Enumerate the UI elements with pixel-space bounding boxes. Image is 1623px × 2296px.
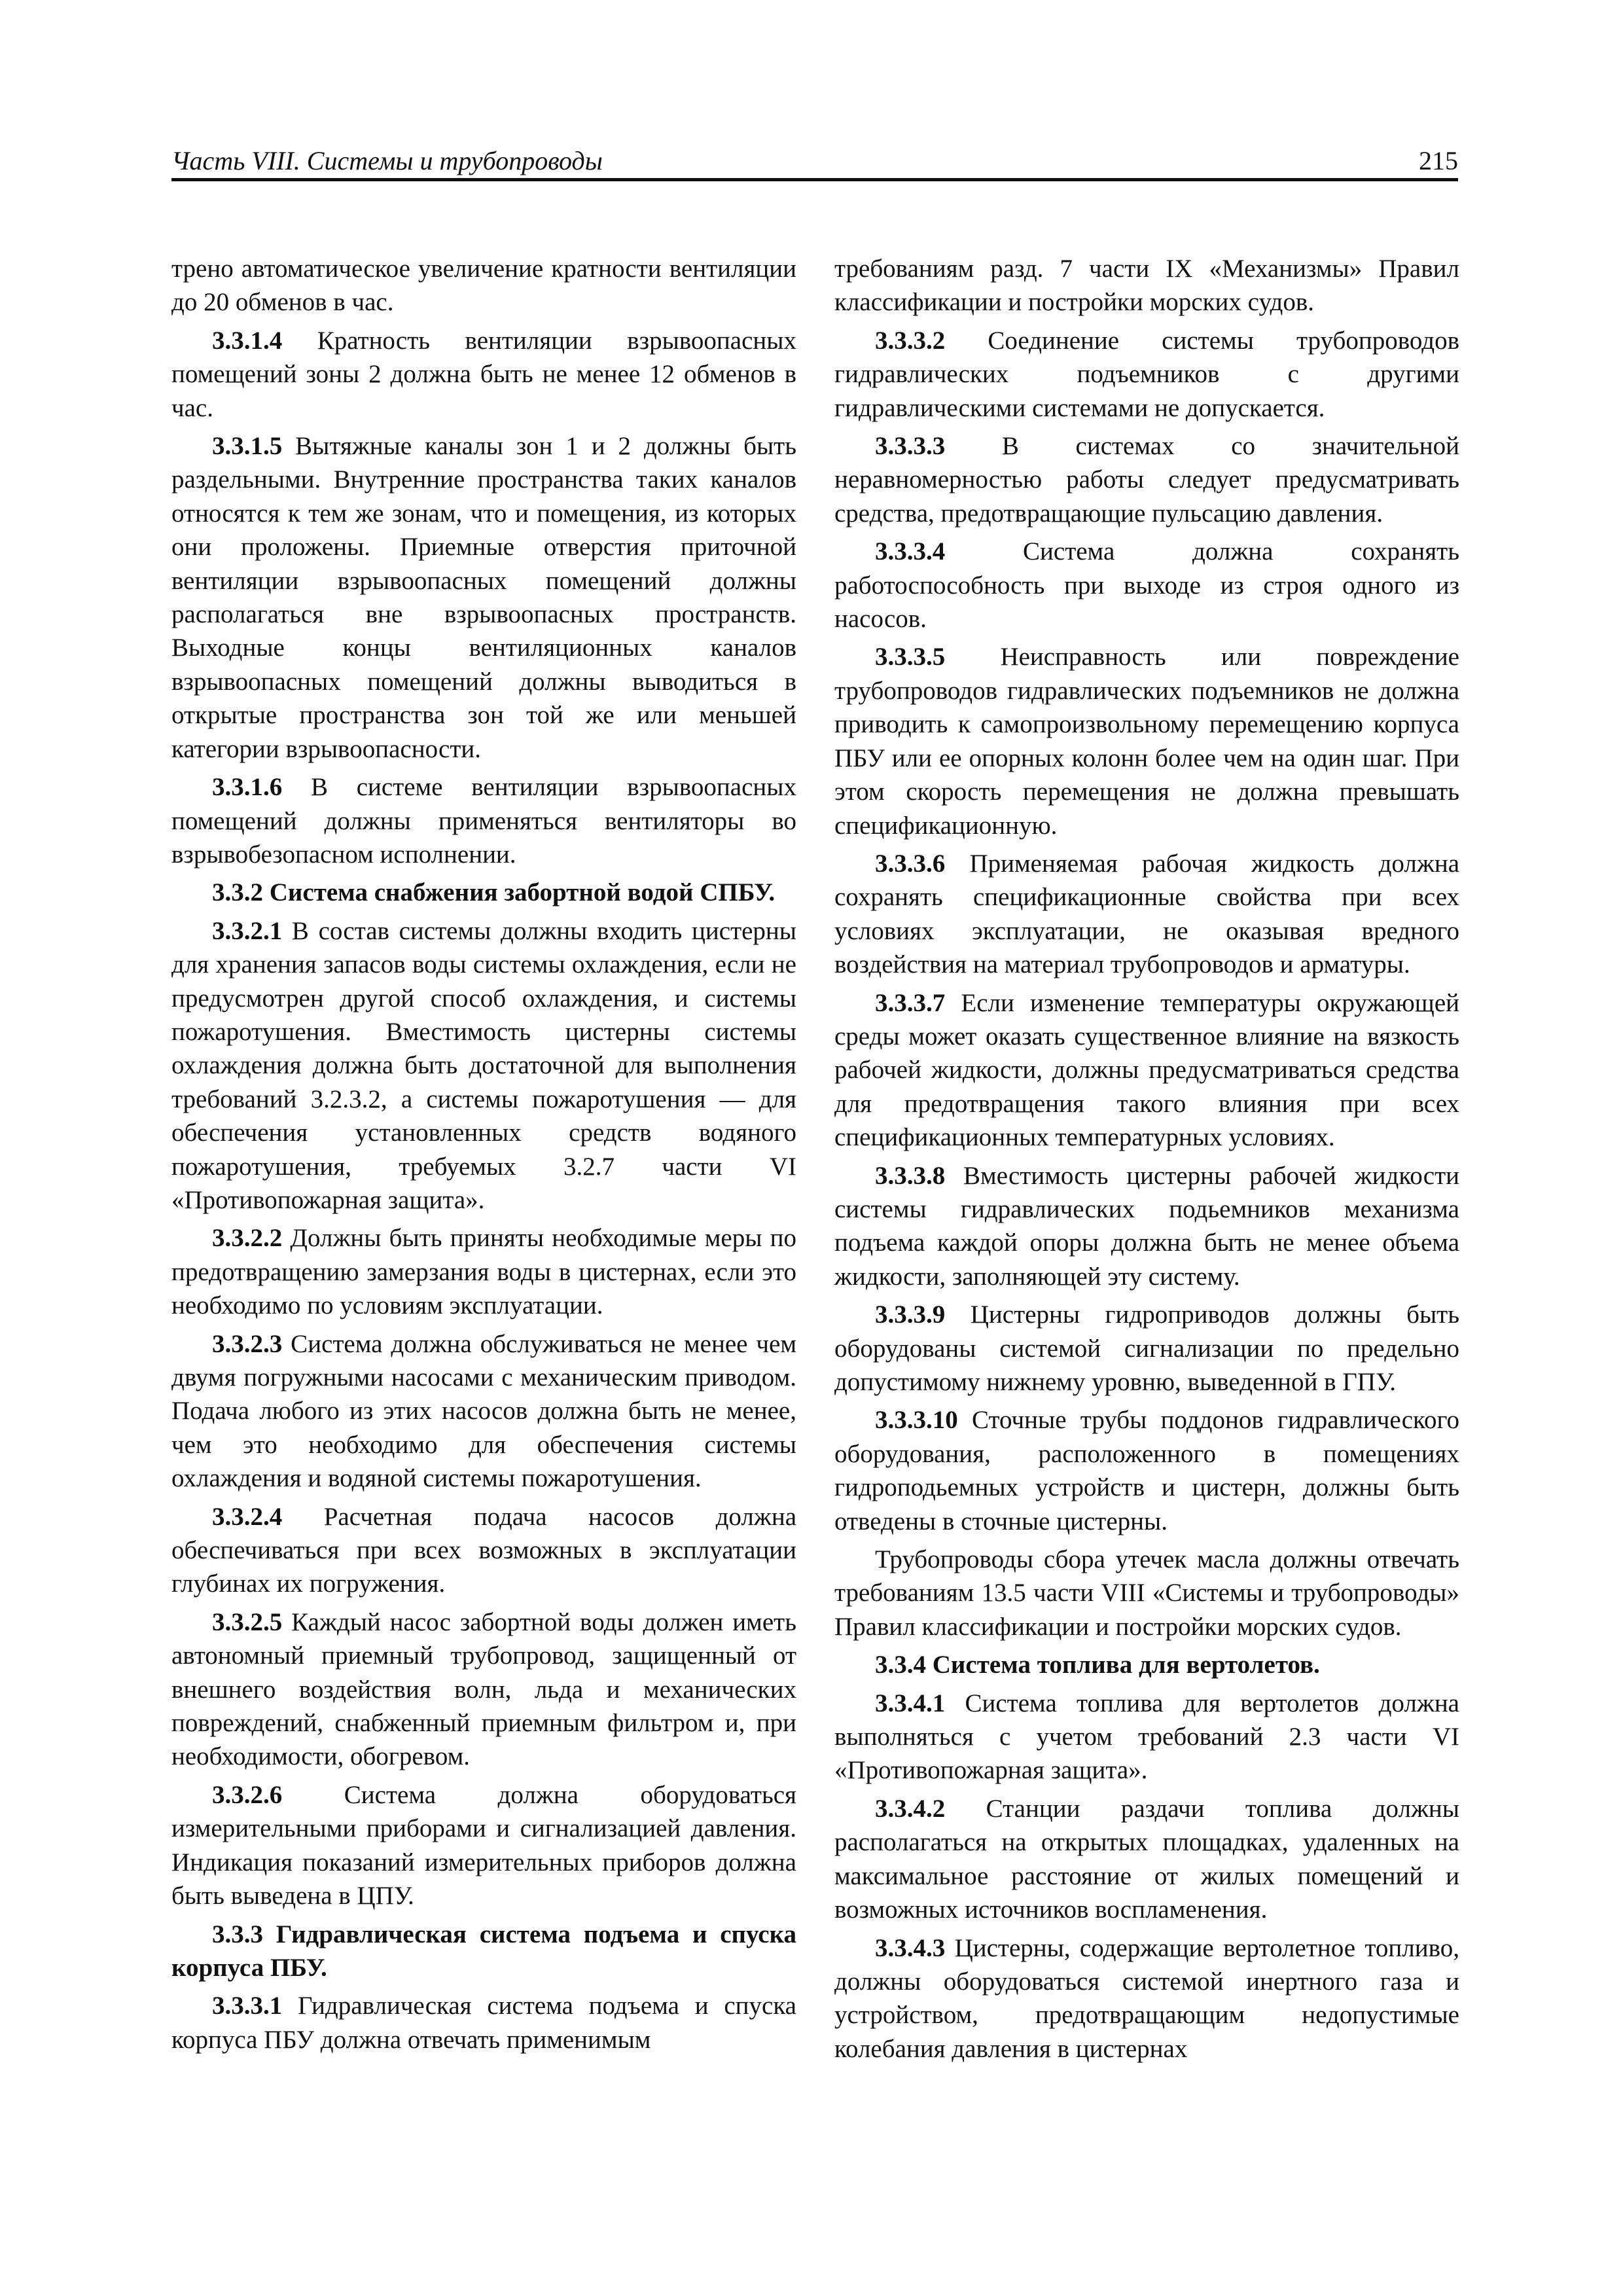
paragraph [171,252,796,319]
right-column [834,252,1459,2066]
clause-number: 3.3.3.5 [875,643,946,672]
clause-number: 3.3.3.9 [875,1300,946,1329]
paragraph-text: Система должна обслуживаться не менее чем двумя погружными насосами с механическим приводом. Подача любого из этих насосов должна быть не менее, чем это необходимо для обеспечения системы охлаждения и водяной системы пожаротушения. [171,1329,796,1493]
paragraph-text: В состав системы должны входить цистерны для хранения запасов воды системы охлаждения, если не предусмотрен другой способ охлаждения, и системы пожаротушения. Вместимость цистерны системы охлаждения должна быть достаточной для выполнения требований 3.2.3.2, а системы пожаротушения — для обеспечения установленных средств водяного пожаротушения, требуемых 3.2.7 части VI «Противопожарная защита». [171,916,796,1214]
paragraph [171,770,796,871]
clause-number: 3.3.1.6 [212,773,283,802]
paragraph [171,324,796,425]
paragraph-text: Соединение системы трубопроводов гидравлических подъемников с другими гидравлическими системами не допускается. [834,326,1459,422]
paragraph [171,914,796,1217]
left-column [171,252,796,2056]
paragraph [171,1500,796,1601]
paragraph-text: Сточные трубы поддонов гидравлического оборудования, расположенного в помещениях гидроподьемных устройств и цистерн, должны быть отведены в сточные цистерны. [834,1406,1459,1535]
paragraph [834,1931,1459,2066]
paragraph-text: Расчетная подача насосов должна обеспечиваться при всех возможных в эксплуатации глубинах их погружения. [171,1502,796,1598]
paragraph-text: Кратность вентиляции взрывоопасных помещений зоны 2 должна быть не менее 12 обменов в час. [171,326,796,422]
paragraph-text: Неисправность или повреждение трубопроводов гидравлических подъемников не должна приводить к самопроизвольному перемещению корпуса ПБУ или ее опорных колонн более чем на один шаг. При этом скорость перемещения не должна превышать спецификационную. [834,643,1459,840]
paragraph [171,429,796,766]
paragraph-text: Цистерны, содержащие вертолетное топливо, должны оборудоваться системой инертного газа и устройством, предотвращающим недопустимые колебания давления в цистернах [834,1933,1459,2063]
paragraph [171,1605,796,1774]
clause-number: 3.3.2.3 [212,1329,283,1358]
running-header [171,143,1458,179]
paragraph [834,1543,1459,1643]
paragraph-text: Вытяжные каналы зон 1 и 2 должны быть раздельными. Внутренние пространства таких каналов относятся к тем же зонам, что и помещения, из которых они проложены. Приемные отверстия приточной вентиляции взрывоопасных помещений должны располагаться вне взрывоопасных пространств. Выходные концы вентиляционных каналов взрывоопасных помещений должны выводиться в открытые пространства зон той же или меньшей категории взрывоопасности. [171,432,796,763]
paragraph [834,535,1459,636]
paragraph-text: Система должна сохранять работоспособность при выходе из строя одного из насосов. [834,537,1459,634]
clause-number: 3.3.3.8 [875,1161,946,1190]
paragraph [834,1403,1459,1538]
clause-number: 3.3.2.5 [212,1607,283,1636]
paragraph [834,252,1459,319]
clause-number: 3.3.2.4 [212,1502,283,1531]
clause-number: 3.3.3.10 [875,1406,958,1435]
section-heading: 3.3.2 Система снабжения забортной водой СПБУ. [212,878,776,907]
paragraph-text: Цистерны гидроприводов должны быть оборудованы системой сигнализации по предельно допустимому нижнему уровню, выведенной в ГПУ. [834,1300,1459,1396]
clause-number: 3.3.3.3 [875,432,946,461]
clause-number: 3.3.2.6 [212,1780,283,1809]
paragraph [834,986,1459,1155]
paragraph-text: Должны быть приняты необходимые меры по предотвращению замерзания воды в цистернах, если это необходимо по условиям эксплуатации. [171,1224,796,1320]
paragraph-text: Гидравлическая система подъема и спуска корпуса ПБУ должна отвечать применимым [171,1992,796,2054]
paragraph [171,1327,796,1496]
paragraph [171,1989,796,2056]
clause-number: 3.3.2.2 [212,1224,283,1253]
clause-number: 3.3.4.1 [875,1689,946,1717]
paragraph [834,429,1459,530]
paragraph [171,1221,796,1322]
paragraph-text: В системах со значительной неравномерностью работы следует предусматривать средства, предотвращающие пульсацию давления. [834,432,1459,528]
paragraph [834,847,1459,982]
paragraph [834,324,1459,425]
section-heading: 3.3.3 Гидравлическая система подъема и спуска корпуса ПБУ. [171,1920,796,1982]
clause-number: 3.3.3.6 [875,849,946,878]
paragraph [834,1298,1459,1399]
clause-number: 3.3.2.1 [212,916,283,945]
paragraph-text: Станции раздачи топлива должны располагаться на открытых площадках, удаленных на максимальное расстояние от жилых помещений и возможных источников воспламенения. [834,1794,1459,1924]
header-title: Часть VIII. Системы и трубопроводы [171,146,603,175]
paragraph-text: В системе вентиляции взрывоопасных помещений должны применяться вентиляторы во взрывобезопасном исполнении. [171,773,796,869]
clause-number: 3.3.3.7 [875,988,946,1017]
paragraph-text: Система топлива для вертолетов должна выполняться с учетом требований 2.3 части VI «Противопожарная защита». [834,1689,1459,1785]
paragraph-text: Вместимость цистерны рабочей жидкости системы гидравлических подьемников механизма подъема каждой опоры должна быть не менее объема жидкости, заполняющей эту систему. [834,1161,1459,1291]
clause-number: 3.3.3.2 [875,326,946,355]
paragraph-text: требованиям разд. 7 части IX «Механизмы» Правил классификации и постройки морских судов. [834,255,1459,317]
paragraph-text: Система должна оборудоваться измерительными приборами и сигнализацией давления. Индикация показаний измерительных приборов должна быть выведена в ЦПУ. [171,1780,796,1910]
page-number: 215 [1419,146,1458,175]
clause-number: 3.3.4.2 [875,1794,946,1823]
paragraph-text: Применяемая рабочая жидкость должна сохранять спецификационные свойства при всех условиях эксплуатации, не оказывая вредного воздействия на материал трубопроводов и арматуры. [834,849,1459,979]
header-rule [171,178,1458,181]
paragraph [834,1792,1459,1927]
paragraph [834,1687,1459,1787]
paragraph-text: Если изменение температуры окружающей среды может оказать существенное влияние на вязкость рабочей жидкости, должны предусматриваться средства для предотвращения такого влияния при всех спецификационных температурных условиях. [834,988,1459,1152]
paragraph [834,1159,1459,1294]
paragraph [171,1778,796,1913]
clause-number: 3.3.1.5 [212,432,283,461]
clause-number: 3.3.1.4 [212,326,283,355]
section-heading: 3.3.4 Система топлива для вертолетов. [875,1651,1320,1679]
clause-number: 3.3.3.1 [212,1992,283,2020]
paragraph-text: Каждый насос забортной воды должен иметь автономный приемный трубопровод, защищенный от внешнего воздействия волн, льда и механических повреждений, снабженный приемным фильтром и, при необходимости, обогревом. [171,1607,796,1771]
paragraph [834,640,1459,842]
paragraph-text: Трубопроводы сбора утечек масла должны отвечать требованиям 13.5 части VIII «Системы и трубопроводы» Правил классификации и постройки морских судов. [834,1545,1459,1641]
paragraph-text: трено автоматическое увеличение кратности вентиляции до 20 обменов в час. [171,255,796,317]
clause-number: 3.3.4.3 [875,1933,946,1962]
clause-number: 3.3.3.4 [875,537,946,566]
